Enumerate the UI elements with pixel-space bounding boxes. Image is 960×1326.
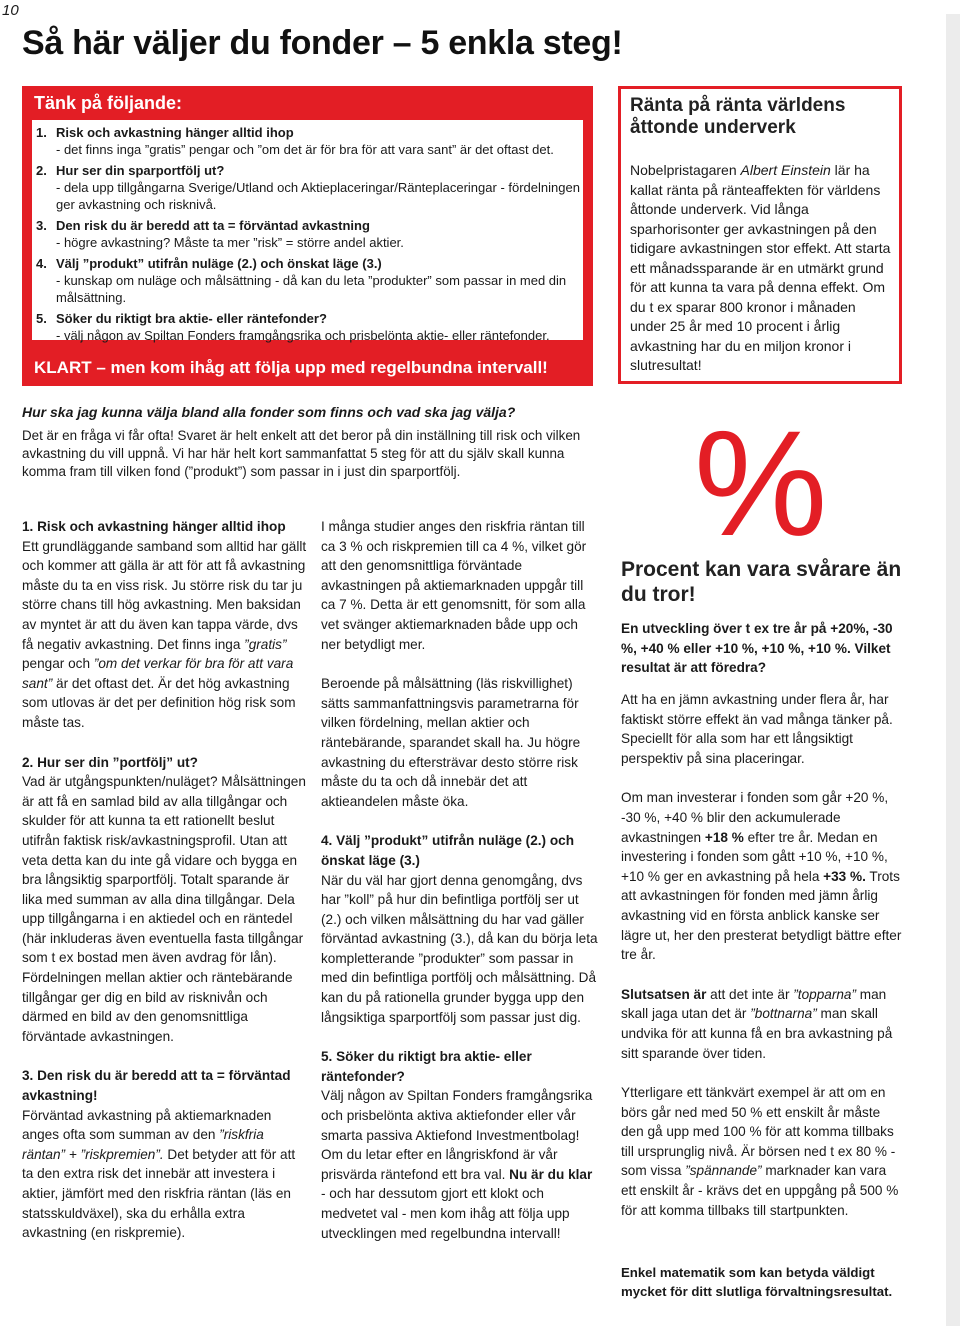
page-title: Så här väljer du fonder – 5 enkla steg!	[22, 24, 623, 62]
step-body: - det finns inga ”gratis” pengar och ”om det är för bra för att vara sant” är det oftast det.	[56, 142, 554, 157]
text-span: att det inte är	[706, 986, 794, 1002]
column-2	[321, 517, 599, 1263]
text-span: När du väl har gjort denna genomgång, dvs har ”koll” på hur din befintliga portfölj ser ut (2.) och vilken målsättning du har vad gäller förväntad avkastning (3.), då kan du börja leta kompletterande ”produkter” som passar in med din befintliga portfölj och målsättning. Då kan du på rationella grunder bygga upp den långsiktiga sparportfölj som passar just dig.	[321, 872, 598, 1025]
text-span: ”bottnarna”	[750, 1006, 817, 1022]
text-span: Förväntad avkastning på aktiemarknaden anges ofta som summan av den	[22, 1107, 272, 1143]
section-1	[22, 517, 307, 733]
text-span: +33 %.	[823, 868, 866, 884]
percent-lead: En utveckling över t ex tre år på +20%, -30 %, +40 % eller +10 %, +10 %, +10 %. Vilket resultat är att föredra?	[621, 621, 893, 676]
tips-steps-list	[36, 124, 581, 348]
section-1-heading: 1. Risk och avkastning hänger alltid ihop	[22, 519, 286, 534]
tips-box-heading: Tänk på följande:	[34, 93, 183, 113]
text-span: man skall jaga utan det är	[621, 986, 887, 1022]
text-span: ”topparna”	[793, 986, 856, 1002]
step-body: - högre avkastning? Måste ta mer ”risk” = större andel aktier.	[56, 235, 404, 250]
question-heading: Hur ska jag kunna välja bland alla fonder som finns och vad ska jag välja?	[22, 404, 516, 420]
step-title: Välj ”produkt” utifrån nuläge (2.) och önskat läge (3.)	[56, 256, 382, 271]
page-number: 10	[2, 2, 19, 19]
section-2	[22, 753, 307, 1047]
tips-step	[36, 162, 581, 213]
step-number: 1.	[36, 125, 47, 140]
step-number: 4.	[36, 256, 47, 271]
section-2-heading: 2. Hur ser din ”portfölj” ut?	[22, 754, 198, 770]
step-title: Söker du riktigt bra aktie- eller räntefonder?	[56, 311, 327, 326]
text-span: +18 %	[704, 829, 744, 845]
text-span: ”om det verkar för bra för att vara sant”	[22, 656, 294, 691]
paragraph	[621, 1083, 903, 1220]
step-number: 2.	[36, 163, 47, 178]
tips-step	[36, 255, 581, 306]
step-title: Den risk du är beredd att ta = förväntad avkastning	[56, 218, 370, 233]
text-span: Om man investerar i fonden som går +20 %, -30 %, +40 % blir den ackumulerade avkastningen	[621, 790, 889, 845]
step-body: - kunskap om nuläge och målsättning - då kan du leta ”produkter” som passar in med din målsättning.	[56, 273, 567, 305]
step-body: - välj någon av Spiltan Fonders framgångsrika och prisbelönta aktie- eller räntefonder.	[56, 328, 550, 343]
text-span: ”riskfria räntan” + ”riskpremien”.	[22, 1127, 264, 1162]
tips-box-footer: KLART – men kom ihåg att följa upp med regelbundna intervall!	[34, 358, 548, 377]
text-span: - och har dessutom gjort ett klokt och medvetet val - men kom ihåg att följa upp utvecklingen med regelbundna intervall!	[321, 1186, 570, 1241]
text-span: Nu är du klar	[509, 1166, 593, 1182]
section-4-heading: 4. Välj ”produkt” utifrån nuläge (2.) och önskat läge (3.)	[321, 833, 575, 868]
paragraph: Beroende på målsättning (läs riskvillighet) sätts sammanfattningsvis parametrarna för vilken fördelning, mellan aktier och räntebärande, sparandet skall ha. Ju högre avkastning du eftersträvar desto större risk måste du ta och då innebär det att aktieandelen måste öka.	[321, 676, 581, 809]
text-span: är det oftast det. Är det hög avkastning som utlovas är det per definition hög risk som måste tas.	[22, 675, 296, 730]
tips-step	[36, 124, 581, 158]
text-span: pengar och	[22, 656, 94, 672]
compound-interest-title: Ränta på ränta världens åttonde underverk	[630, 95, 846, 138]
text-span: man skall undvika för att kunna få en bra avkastning på sitt sparande över tiden.	[621, 1006, 893, 1061]
text-span: ”gratis”	[244, 636, 287, 652]
text-span: Vad är utgångspunkten/nuläget? Målsättningen är att få en samlad bild av alla tillgångar och skulder för att kunna ta ett rationellt beslut utifrån faktisk risk/avkastningsprofil. Utan att veta detta kan du inte gå vidare och bygga en bra långsiktig sparportfölj. Totalt sparande är lika med summan av alla dina tillgångar. Dela upp tillgångarna i en aktiedel och en räntedel (här inkluderas även eventuella fasta tillgångar som t ex bostad men även avdrag för lån). Fördelningen mellan aktier och räntebärande tillgångar ger dig en bild av risknivån och därmed en bild av den genomsnittliga förväntade avkastningen.	[22, 774, 306, 1044]
section-3	[22, 1066, 307, 1242]
step-body: - dela upp tillgångarna Sverige/Utland och Aktieplaceringar/Ränteplaceringar - fördelningen ger avkastning och risknivå.	[56, 180, 580, 212]
section-5-heading: 5. Söker du riktigt bra aktie- eller räntefonder?	[321, 1049, 532, 1084]
text-span: Slutsatsen är	[621, 986, 707, 1002]
text-span: Ytterligare ett tänkvärt exempel är att om en börs går ned med 50 % ett enskilt år måste den gå upp med 100 % för att komma tillbaks till ursprunglig nivå. Är börsen ned t ex 80 % - som vissa	[621, 1085, 896, 1179]
paragraph	[621, 788, 903, 964]
question-body: Det är en fråga vi får ofta! Svaret är helt enkelt att det beror på din inställning till risk och vilken avkastning du vill uppnå. Vi har här helt kort sammanfattat 5 steg för att du själv skall kunna komma fram till vilken fond (”produkt”) som passar in i just din sparportfölj.	[22, 428, 581, 479]
paragraph	[621, 985, 903, 1063]
percent-symbol: %	[694, 399, 828, 567]
percent-heading: Procent kan vara svårare än du tror!	[621, 558, 902, 606]
column-3	[621, 690, 903, 1240]
text-span: ”spännande”	[685, 1163, 762, 1179]
closing-statement: Enkel matematik som kan betyda väldigt mycket för ditt slutliga förvaltningsresultat.	[621, 1265, 893, 1299]
text-span: Välj någon av Spiltan Fonders framgångsrika och prisbelönta aktiva aktiefonder eller vår smarta passiva Aktiefond Investmentbolag! Om du letar efter en långriskfond är vår prisvärda räntefond ett bra val.	[321, 1088, 593, 1182]
paragraph: I många studier anges den riskfria räntan till ca 3 % och riskpremien till ca 4 %, vilket gör att den genomsnittliga förväntade avkastningen på aktiemarknaden uppgår till ca 7 %. Detta är ett genomsnitt, för som alla vet svänger aktiemarknaden både upp och ner betydligt mer.	[321, 519, 587, 652]
text-span: Trots att avkastningen för fonden med jämn årlig avkastning vid en första anblick kanske ser lägre ut, her den presterat betydligt bättre efter tre år.	[621, 868, 902, 963]
tips-step	[36, 310, 581, 344]
text-span: efter tre år. Medan en investering i fonden som gått +10 %, +10 %, +10 % ger en avkastning på hela	[621, 829, 888, 884]
section-3-heading: 3. Den risk du är beredd att ta = förväntad avkastning!	[22, 1068, 291, 1104]
page-edge-strip	[946, 14, 960, 1326]
step-title: Risk och avkastning hänger alltid ihop	[56, 125, 294, 140]
tips-step	[36, 217, 581, 251]
step-number: 5.	[36, 311, 47, 326]
section-4	[321, 831, 599, 1027]
einstein-name: Albert Einstein	[740, 162, 831, 178]
section-5	[321, 1047, 599, 1243]
paragraph: Att ha en jämn avkastning under flera år, har faktiskt större effekt än vad många tänker på. Speciellt för alla som har ett långsiktigt perspektiv på sina placeringar.	[621, 692, 893, 766]
compound-interest-body	[630, 161, 892, 376]
step-number: 3.	[36, 218, 47, 233]
text-span: Ett grundläggande samband som alltid har gällt och kommer att gälla är att för att få avkastning måste du ta en viss risk. Ju större risk du tar ju större chans till hög avkastning. Men baksidan av myntet är att du även kan tappa värde, dvs få negativ avkastning. Det finns inga	[22, 538, 307, 652]
step-title: Hur ser din sparportfölj ut?	[56, 163, 225, 178]
text-span: Det betyder att för att ta den extra risk det innebär att investera i aktier, jämfört med den riskfria räntan (läs en statsskuldväxel), ska du erhålla extra avkastning (en riskpremie).	[22, 1146, 296, 1241]
text-span: marknader kan vara ett enskilt år - krävs det en uppgång på 500 % för att komma tillbaks till startpunkten.	[621, 1163, 899, 1218]
text-span: lär ha kallat ränta på ränteaffekten för världens åttonde underverk. Vid långa sparhorisonter ger avkastningen på den tidigare avkastningen stor effekt. Att starta ett månadssparande är en utmärkt grund för att kunna ta vara på denna effekt. Om du t ex sparar 800 kronor i månaden under 25 år med 10 procent i årlig avkastning har du en miljon kronor i slutresultat!	[630, 162, 891, 373]
column-1	[22, 517, 307, 1263]
text-span: Nobelpristagaren	[630, 162, 741, 178]
